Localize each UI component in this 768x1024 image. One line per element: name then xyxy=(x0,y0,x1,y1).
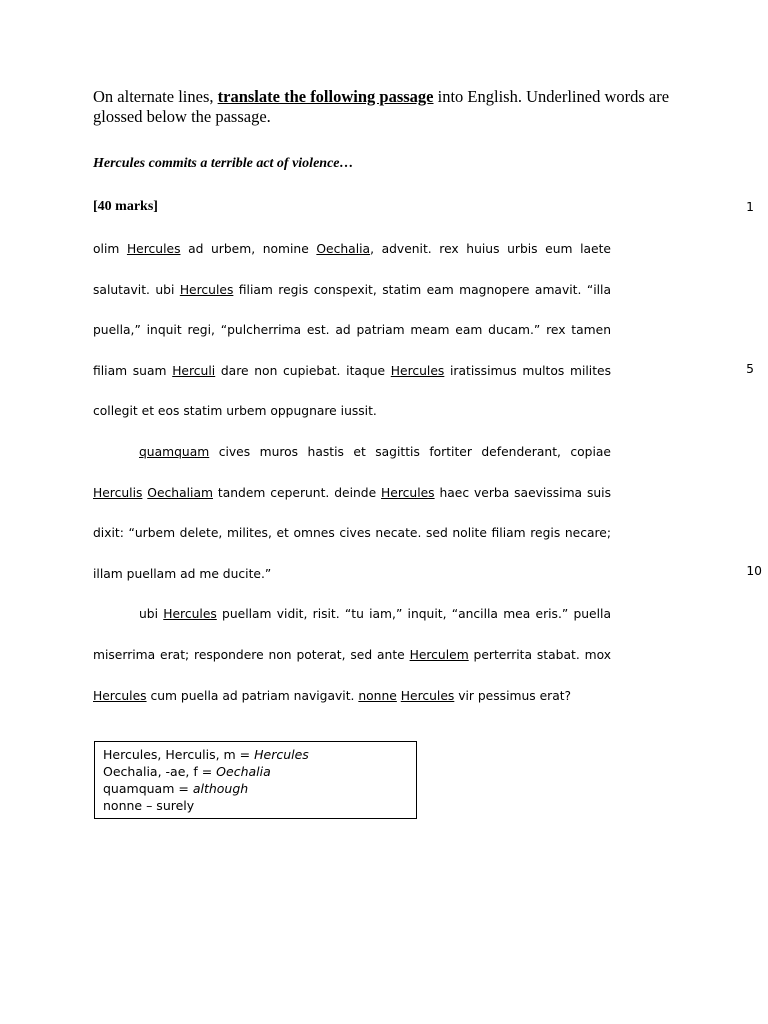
passage-text: tandem ceperunt. deinde xyxy=(212,485,382,500)
passage-text: , advenit. rex huius urbis eum laete xyxy=(370,242,611,256)
glossary-meaning: Hercules xyxy=(254,747,309,762)
glossary-term: quamquam = xyxy=(103,781,193,796)
passage-text: filiam suam xyxy=(93,363,173,378)
glossed-word: Hercules xyxy=(400,688,455,703)
passage-text: puella,” inquit regi, “pulcherrima est. ad patriam meam eam ducam.” rex tamen xyxy=(93,323,611,338)
passage-text: cives muros hastis et sagittis fortiter defenderant, copiae xyxy=(209,444,611,459)
passage-text: dare non cupiebat. itaque xyxy=(215,363,391,378)
glossed-word: Hercules xyxy=(381,485,435,500)
line-number-5: 5 xyxy=(746,362,754,376)
passage-text: ad urbem, nomine xyxy=(180,242,317,256)
glossed-word: nonne xyxy=(358,688,397,703)
glossed-word: quamquam xyxy=(139,444,210,459)
glossary-entry xyxy=(103,797,408,814)
passage-line xyxy=(93,605,611,646)
passage-line xyxy=(93,565,611,606)
glossed-word: Hercules xyxy=(93,688,147,703)
passage-line xyxy=(93,402,611,443)
passage-text: haec verba saevissima suis xyxy=(434,485,611,500)
glossary-entry xyxy=(103,780,408,797)
line-number-10: 10 xyxy=(746,564,762,578)
passage-subtitle: Hercules commits a terrible act of violence… xyxy=(93,156,354,171)
passage-text: filiam regis conspexit, statim eam magnopere amavit. “illa xyxy=(233,282,611,297)
passage-text: miserrima erat; respondere non poterat, sed ante xyxy=(93,647,410,662)
glossed-word: Herculis xyxy=(93,485,143,500)
glossed-word: Hercules xyxy=(390,363,445,378)
glossary-entry xyxy=(103,746,408,763)
passage-line xyxy=(93,524,611,565)
passage-text: dixit: “urbem delete, milites, et omnes cives necate. sed nolite filiam regis necare; xyxy=(93,526,611,541)
glossed-word: Herculi xyxy=(172,363,216,378)
glossary-box xyxy=(94,741,417,819)
glossary-meaning: Oechalia xyxy=(216,764,271,779)
passage-line xyxy=(93,240,611,281)
passage-text: cum puella ad patriam navigavit. xyxy=(146,688,359,703)
glossary-meaning: although xyxy=(192,781,249,796)
glossed-word: Herculem xyxy=(409,647,469,662)
glossed-word: Oechaliam xyxy=(147,485,213,500)
passage-line xyxy=(93,281,611,322)
glossed-word: Hercules xyxy=(179,282,234,297)
passage-line xyxy=(93,362,611,403)
passage-line xyxy=(93,646,611,687)
passage-line xyxy=(93,321,611,362)
latin-passage xyxy=(93,240,611,727)
instructions-text-2: into English. Underlined words are glossed below the passage. xyxy=(93,87,670,126)
passage-text: illam puellam ad me ducite.” xyxy=(93,566,272,581)
passage-text: perterrita stabat. mox xyxy=(468,647,611,662)
passage-text: puellam vidit, risit. “tu iam,” inquit, “ancilla mea eris.” puella xyxy=(216,607,611,622)
passage-text: collegit et eos statim urbem oppugnare iussit. xyxy=(93,404,377,419)
passage-text: vir pessimus erat? xyxy=(454,688,572,703)
passage-line xyxy=(93,484,611,525)
glossed-word: Hercules xyxy=(126,242,181,256)
passage-text: salutavit. ubi xyxy=(93,282,180,297)
passage-line xyxy=(93,443,611,484)
glossary-term: Oechalia, -ae, f = xyxy=(103,764,217,779)
passage-text: olim xyxy=(93,242,127,256)
instructions xyxy=(93,87,673,127)
passage-line xyxy=(93,687,611,728)
glossed-word: Oechalia xyxy=(316,242,371,256)
passage-text: iratissimus multos milites xyxy=(444,363,612,378)
glossary-term: Hercules, Herculis, m = xyxy=(103,747,255,762)
glossary-term: nonne – surely xyxy=(103,798,195,813)
glossed-word: Hercules xyxy=(163,607,217,622)
instructions-text-1: On alternate lines, xyxy=(93,87,218,106)
line-number-1: 1 xyxy=(746,200,754,214)
passage-text: ubi xyxy=(139,607,164,622)
marks-label: [40 marks] xyxy=(93,199,158,214)
instructions-emphasis: translate the following passage xyxy=(217,87,434,106)
glossary-entry xyxy=(103,763,408,780)
